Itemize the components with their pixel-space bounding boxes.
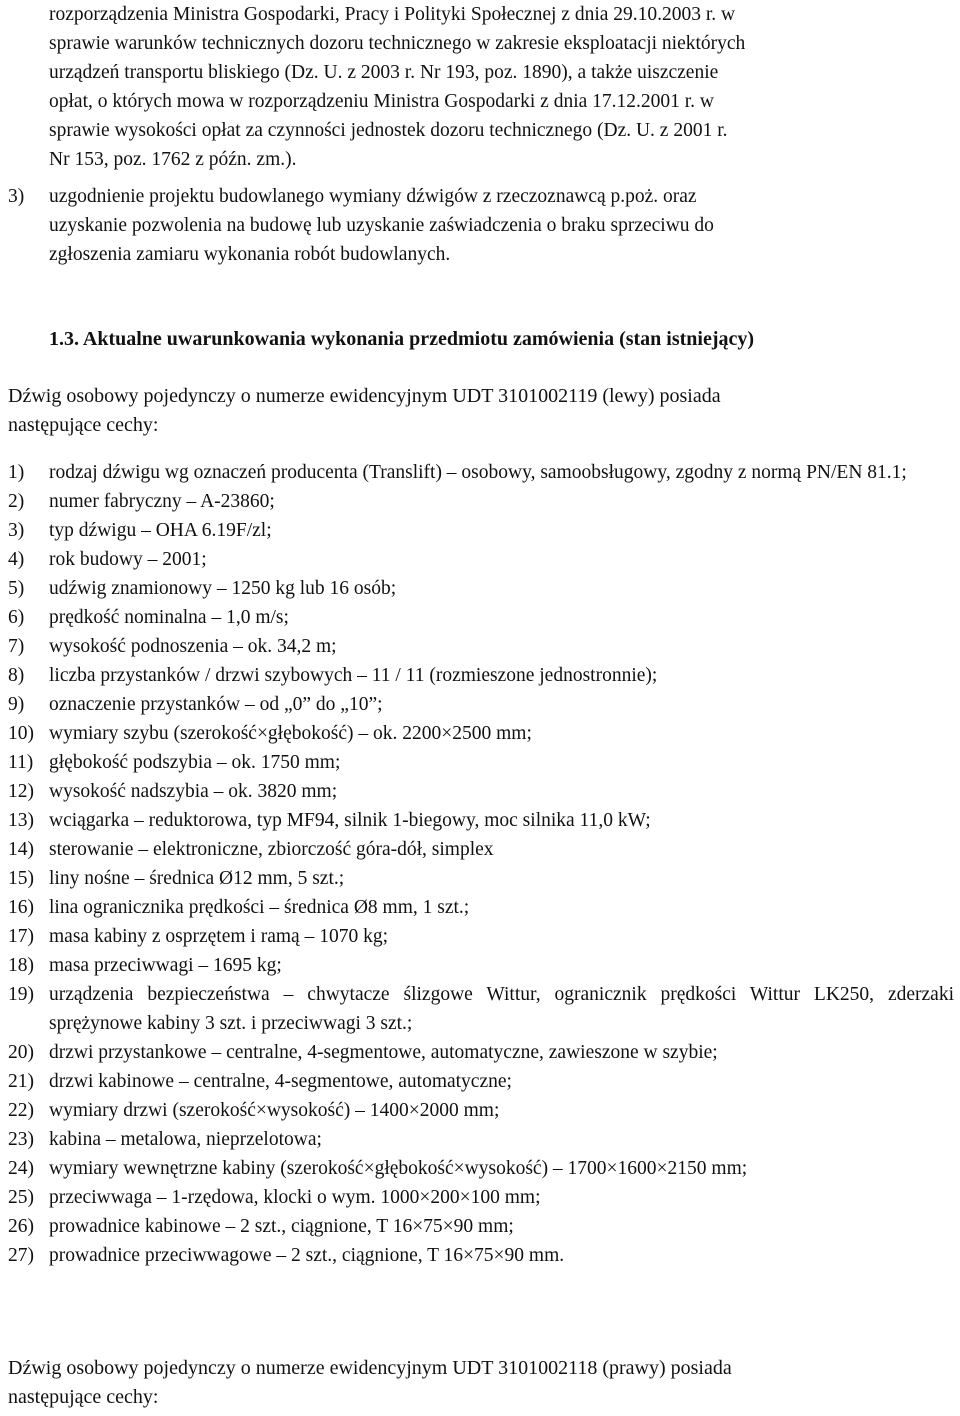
text-line: sprawie warunków technicznych dozoru technicznego w zakresie eksploatacji niektórych bbox=[49, 33, 746, 54]
list-item bbox=[0, 516, 960, 545]
section-heading: 1.3. Aktualne uwarunkowania wykonania przedmiotu zamówienia (stan istniejący) bbox=[49, 328, 755, 350]
text-line: następujące cechy: bbox=[8, 1386, 159, 1408]
list-number: 8) bbox=[8, 665, 25, 686]
list-number: 5) bbox=[8, 578, 25, 599]
list-item-text: masa przeciwwagi – 1695 kg; bbox=[49, 955, 282, 976]
list-item-text: wysokość nadszybia – ok. 3820 mm; bbox=[49, 781, 338, 802]
text-line: Dźwig osobowy pojedynczy o numerze ewidencyjnym UDT 3101002118 (prawy) posiada bbox=[8, 1357, 732, 1379]
list-item-text: numer fabryczny – A-23860; bbox=[49, 491, 275, 512]
list-item-text: kabina – metalowa, nieprzelotowa; bbox=[49, 1129, 322, 1150]
text-line: zgłoszenia zamiaru wykonania robót budowlanych. bbox=[49, 244, 451, 265]
list-number: 9) bbox=[8, 694, 25, 715]
list-item-text: wymiary drzwi (szerokość×wysokość) – 1400×2000 mm; bbox=[49, 1100, 500, 1121]
list-item-text: głębokość podszybia – ok. 1750 mm; bbox=[49, 752, 341, 773]
list-number: 18) bbox=[8, 955, 34, 976]
list-item bbox=[0, 922, 960, 951]
continued-paragraph bbox=[49, 0, 954, 174]
list-item-text: liczba przystanków / drzwi szybowych – 11 / 11 (rozmieszone jednostronnie); bbox=[49, 665, 658, 686]
list-item bbox=[0, 1038, 960, 1067]
list-item bbox=[0, 951, 960, 980]
list-item bbox=[0, 748, 960, 777]
list-item bbox=[0, 545, 960, 574]
list-item-text: lina ogranicznika prędkości – średnica Ø8 mm, 1 szt.; bbox=[49, 897, 470, 918]
list-item bbox=[0, 980, 960, 1038]
text-line: sprawie wysokości opłat za czynności jednostek dozoru technicznego (Dz. U. z 2001 r. bbox=[49, 120, 728, 141]
text-line: uzyskanie pozwolenia na budowę lub uzyskanie zaświadczenia o braku sprzeciwu do bbox=[49, 215, 714, 236]
list-item bbox=[0, 893, 960, 922]
list-number: 22) bbox=[8, 1100, 34, 1121]
list-item-text: typ dźwigu – OHA 6.19F/zl; bbox=[49, 520, 272, 541]
list-item bbox=[0, 835, 960, 864]
list-number: 1) bbox=[8, 462, 25, 483]
list-item-text: prowadnice kabinowe – 2 szt., ciągnione, T 16×75×90 mm; bbox=[49, 1216, 514, 1237]
feature-list bbox=[0, 458, 960, 1270]
list-number: 12) bbox=[8, 781, 34, 802]
list-item-text: przeciwwaga – 1-rzędowa, klocki o wym. 1000×200×100 mm; bbox=[49, 1187, 541, 1208]
list-number: 3) bbox=[8, 520, 25, 541]
list-number: 10) bbox=[8, 723, 34, 744]
list-number: 19) bbox=[8, 984, 34, 1005]
list-item bbox=[0, 1096, 960, 1125]
list-item bbox=[0, 690, 960, 719]
list-item-text: oznaczenie przystanków – od „0” do „10”; bbox=[49, 694, 383, 715]
list-number: 27) bbox=[8, 1245, 34, 1266]
list-item-text: drzwi przystankowe – centralne, 4-segmentowe, automatyczne, zawieszone w szybie; bbox=[49, 1042, 718, 1063]
list-item-text: rodzaj dźwigu wg oznaczeń producenta (Translift) – osobowy, samoobsługowy, zgodny z normą PN/EN 81.1; bbox=[49, 462, 907, 483]
list-item bbox=[0, 661, 960, 690]
list-item bbox=[0, 1067, 960, 1096]
list-number: 6) bbox=[8, 607, 25, 628]
list-item-text: sterowanie – elektroniczne, zbiorczość góra-dół, simplex bbox=[49, 839, 494, 860]
list-item-text: prędkość nominalna – 1,0 m/s; bbox=[49, 607, 289, 628]
list-item bbox=[0, 1183, 960, 1212]
list-item bbox=[0, 806, 960, 835]
list-item-text: wymiary wewnętrzne kabiny (szerokość×głębokość×wysokość) – 1700×1600×2150 mm; bbox=[49, 1158, 748, 1179]
text-line: uzgodnienie projektu budowlanego wymiany dźwigów z rzeczoznawcą p.poż. oraz bbox=[49, 186, 697, 207]
list-number: 20) bbox=[8, 1042, 34, 1063]
text-line: następujące cechy: bbox=[8, 414, 159, 436]
list-item bbox=[0, 487, 960, 516]
text-line: Dźwig osobowy pojedynczy o numerze ewidencyjnym UDT 3101002119 (lewy) posiada bbox=[8, 385, 721, 407]
list-item bbox=[0, 864, 960, 893]
list-number: 17) bbox=[8, 926, 34, 947]
list-number: 11) bbox=[8, 752, 34, 773]
intro-paragraph-left-elevator bbox=[8, 382, 956, 440]
list-number: 15) bbox=[8, 868, 34, 889]
list-item-text: wymiary szybu (szerokość×głębokość) – ok. 2200×2500 mm; bbox=[49, 723, 532, 744]
list-item-text: udźwig znamionowy – 1250 kg lub 16 osób; bbox=[49, 578, 397, 599]
list-item bbox=[0, 1212, 960, 1241]
list-item-text: wysokość podnoszenia – ok. 34,2 m; bbox=[49, 636, 337, 657]
list-item bbox=[0, 1154, 960, 1183]
text-line: opłat, o których mowa w rozporządzeniu Ministra Gospodarki z dnia 17.12.2001 r. w bbox=[49, 91, 715, 112]
list-item-text: urządzenia bezpieczeństwa – chwytacze ślizgowe Wittur, ogranicznik prędkości Wittur LK250, zderzaki sprężynowe kabiny 3 szt. i przeciwwagi 3 szt.; bbox=[49, 984, 954, 1034]
list-item bbox=[0, 1241, 960, 1270]
list-number: 21) bbox=[8, 1071, 34, 1092]
list-item-text: rok budowy – 2001; bbox=[49, 549, 207, 570]
list-number: 7) bbox=[8, 636, 25, 657]
text-line: Nr 153, poz. 1762 z późn. zm.). bbox=[49, 149, 297, 170]
list-number: 25) bbox=[8, 1187, 34, 1208]
list-number: 14) bbox=[8, 839, 34, 860]
list-item bbox=[0, 1125, 960, 1154]
list-item-text: wciągarka – reduktorowa, typ MF94, silnik 1-biegowy, moc silnika 11,0 kW; bbox=[49, 810, 651, 831]
intro-paragraph-right-elevator bbox=[8, 1354, 956, 1412]
list-item bbox=[0, 777, 960, 806]
list-number: 13) bbox=[8, 810, 34, 831]
list-item bbox=[0, 632, 960, 661]
list-item bbox=[0, 719, 960, 748]
list-item-text: prowadnice przeciwwagowe – 2 szt., ciągnione, T 16×75×90 mm. bbox=[49, 1245, 565, 1266]
list-item-text bbox=[49, 182, 954, 269]
text-line: urządzeń transportu bliskiego (Dz. U. z 2003 r. Nr 193, poz. 1890), a także uiszczenie bbox=[49, 62, 719, 83]
list-number: 16) bbox=[8, 897, 34, 918]
list-number: 26) bbox=[8, 1216, 34, 1237]
list-item-text: drzwi kabinowe – centralne, 4-segmentowe, automatyczne; bbox=[49, 1071, 512, 1092]
list-item-text: masa kabiny z osprzętem i ramą – 1070 kg; bbox=[49, 926, 388, 947]
list-number: 24) bbox=[8, 1158, 34, 1179]
list-number: 4) bbox=[8, 549, 25, 570]
list-number: 3) bbox=[8, 186, 25, 207]
list-item bbox=[0, 458, 960, 487]
list-item-text: liny nośne – średnica Ø12 mm, 5 szt.; bbox=[49, 868, 345, 889]
list-item bbox=[0, 603, 960, 632]
list-item bbox=[0, 574, 960, 603]
list-number: 23) bbox=[8, 1129, 34, 1150]
list-number: 2) bbox=[8, 491, 25, 512]
text-line: rozporządzenia Ministra Gospodarki, Pracy i Polityki Społecznej z dnia 29.10.2003 r. w bbox=[49, 4, 736, 25]
